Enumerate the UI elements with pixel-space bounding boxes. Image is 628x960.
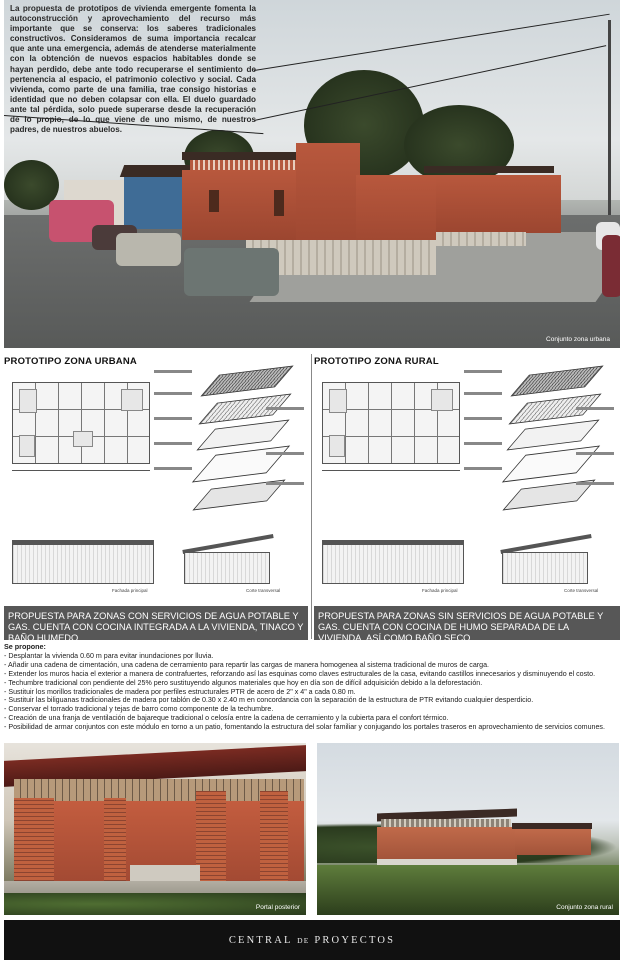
front-elevation [322, 544, 464, 584]
furniture [329, 435, 345, 457]
render-caption: Conjunto zona rural [556, 904, 613, 911]
beam-layer [506, 420, 599, 451]
annotation [464, 370, 502, 373]
prototype-banner: PROPUESTA PARA ZONAS SIN SERVICIOS DE AGUA POTABLE Y GAS. CUENTA CON COCINA DE HUMO SEPARADA DE LA VIVIENDA, ASÍ COMO BAÑO SECO. [314, 606, 620, 640]
proposal-item: - Posibilidad de armar conjuntos con este módulo en torno a un patio, fomentando la estructura del solar familiar y conjugando los portales traseros en aprovechamiento de servicios comunes. [4, 723, 605, 732]
roof-layer [200, 366, 293, 397]
proposal-item: - Desplantar la vivienda 0.60 m para evitar inundaciones por lluvia. [4, 651, 214, 660]
front-elevation [12, 544, 154, 584]
prototype-rural [314, 352, 620, 642]
utility-pole [608, 20, 611, 230]
section-roof [500, 534, 591, 554]
annotation [154, 442, 192, 445]
render-rural-set [317, 743, 619, 915]
annotation [464, 467, 502, 470]
footer-banner [4, 920, 620, 960]
section-roof [182, 534, 273, 554]
proposal-item: - Conservar el torrado tradicional y tejas de barro como componente de la techumbre. [4, 705, 274, 714]
stone-base [436, 232, 526, 246]
proposal-item: - Techumbre tradicional con pendiente del 25% pero sustituyendo algunos materiales que hoy en día son de difícil adquisición debido a la deforestación. [4, 678, 483, 687]
prototype-banner: PROPUESTA PARA ZONAS CON SERVICIOS DE AGUA POTABLE Y GAS. CUENTA CON COCINA INTEGRADA A LA VIVIENDA, TINACO Y BAÑO HUMEDO. [4, 606, 308, 640]
proposal-item: - Creación de una franja de ventilación de bajareque tradicional o celosía entre la cadena de cerramiento y la cubierta para el confort térmico. [4, 714, 449, 723]
render-caption: Portal posterior [255, 904, 300, 911]
blue-house [124, 177, 186, 229]
annotation [154, 417, 192, 420]
bench [130, 865, 200, 881]
floor-plan [12, 382, 150, 464]
floor-plan [322, 382, 460, 464]
brick-house-roof [424, 166, 554, 173]
render-porch [4, 743, 306, 915]
panel-divider [311, 354, 312, 639]
footer-word: PROYECTOS [314, 935, 396, 946]
furniture [121, 389, 143, 411]
cross-section [502, 552, 588, 584]
furniture [19, 389, 37, 413]
exploded-axonometric [154, 362, 304, 507]
section-caption: Corte transversal [246, 588, 281, 593]
annotation [464, 392, 502, 395]
footer-word: CENTRAL [228, 935, 293, 946]
ventilation-lattice [381, 819, 511, 827]
intro-paragraph: La propuesta de prototipos de vivienda emergente fomenta la autoconstrucción y aprovechamiento del recurso más importante que se conserva: los saberes tradicionales constructivos. Consideramos de suma importancia recalcar que ante una emergencia, además de atenderse materialmente con la obtención de nuevos espacios habitables donde se hayan perdido, debe ante todo recuperarse el sentimiento de pertenencia al espacio, el patrimonio colectivo y social. Cada vivienda, como parte de una familia, trae consigo historias e identidad que no deben colapsar con ella. El duelo guardado ante tal pérdida, solo puede superarse desde la recuperación de lo propio, de lo que viene de uno mismo, de nuestros padres, de nuestros abuelos. [10, 4, 256, 135]
car [116, 233, 181, 266]
cross-section [184, 552, 270, 584]
proposal-item: - Añadir una cadena de cimentación, una cadena de cerramiento para repartir las cargas de manera homogenea al sistema tradicional de muros de carga. [4, 660, 490, 669]
prototype-title: PROTOTIPO ZONA URBANA [4, 356, 137, 367]
roof-layer [510, 366, 603, 397]
front-elevation-caption: Fachada principal [422, 588, 458, 593]
dimension-line [12, 470, 150, 471]
prototype-urban [4, 352, 308, 642]
proposal-item: - Sustituir las biliguanas tradicionales de madera por tablón de 0.30 x 2.40 m en concordancia con la separación de la estructura de PTR evitando cualquier desperdicio. [4, 696, 534, 705]
annotation [266, 407, 304, 410]
brick-wall [377, 827, 517, 859]
hero-render [4, 0, 620, 348]
dimension-line [322, 470, 460, 471]
window [274, 190, 284, 216]
annotation [464, 417, 502, 420]
proposal-list [4, 643, 620, 732]
furniture [73, 431, 93, 447]
annotation [154, 467, 192, 470]
proposal-item: - Extender los muros hacia el exterior a manera de contrafuertes, reforzando así las esquinas como claves estructurales de la casa, evitando castillos innecesarios y disminuyendo el costo. [4, 669, 596, 678]
beam-layer [196, 420, 289, 451]
annotation [266, 452, 304, 455]
section-caption: Corte transversal [564, 588, 599, 593]
prototype-title: PROTOTIPO ZONA RURAL [314, 356, 439, 367]
footer-word: DE [297, 936, 310, 945]
proposal-heading: Se propone: [4, 642, 46, 651]
brick-tower [296, 143, 360, 253]
exploded-axonometric [464, 362, 614, 507]
annotation [154, 392, 192, 395]
annotation [576, 482, 614, 485]
tree [404, 105, 514, 185]
car [602, 235, 620, 297]
car [184, 248, 279, 296]
proposal-item: - Sustituir los morillos tradicionales de madera por perfiles estructurales PTR de acero de 2" x 4" a cada 0.80 m. [4, 687, 356, 696]
front-elevation-caption: Fachada principal [112, 588, 148, 593]
annotation [576, 407, 614, 410]
annotation [576, 452, 614, 455]
annotation [266, 482, 304, 485]
furniture [19, 435, 35, 457]
hero-caption: Conjunto zona urbana [546, 336, 610, 343]
annotation [154, 370, 192, 373]
brick-house-wall [436, 175, 561, 233]
furniture [329, 389, 347, 413]
annotation [464, 442, 502, 445]
window [209, 190, 219, 212]
furniture [431, 389, 453, 411]
footer-title [4, 935, 620, 946]
brick-wall [515, 829, 591, 855]
